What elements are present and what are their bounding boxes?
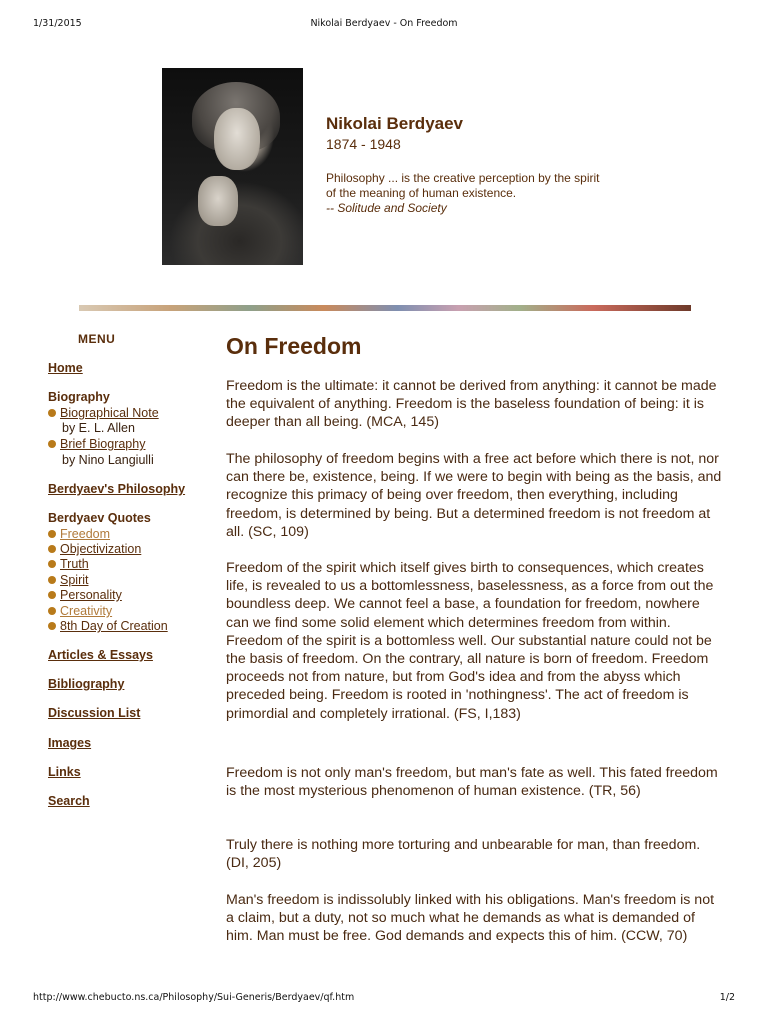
sidebar-link-images[interactable]: Images xyxy=(48,736,92,750)
berdyaev-portrait xyxy=(162,68,303,265)
quote-link-objectivization[interactable]: Objectivization xyxy=(60,542,142,556)
quote-source: -- Solitude and Society xyxy=(326,201,447,215)
sidebar-item-freedom xyxy=(48,527,110,541)
quote-paragraph: Truly there is nothing more torturing and unbearable for man, than freedom. (DI, 205) xyxy=(226,837,701,872)
quote-paragraph: Man's freedom is indissolubly linked with his obligations. Man's freedom is not a claim, but a duty, not so much what he demands as what is demanded of him. Man must be free. God demands and expects this of him. (CCW, 70) xyxy=(226,892,715,945)
quote-line: of the meaning of human existence. xyxy=(326,186,517,200)
bullet-icon xyxy=(48,530,56,538)
biographical-note-link[interactable]: Biographical Note xyxy=(60,406,159,420)
decorative-divider xyxy=(79,305,691,311)
bullet-icon xyxy=(48,560,56,568)
bullet-icon xyxy=(48,576,56,584)
quote-link-spirit[interactable]: Spirit xyxy=(60,573,89,587)
quote-line: Philosophy ... is the creative perception by the spirit xyxy=(326,171,600,185)
quote-link-truth[interactable]: Truth xyxy=(60,557,89,571)
quote-link-freedom[interactable]: Freedom xyxy=(60,527,111,541)
sidebar-item-biographical-note xyxy=(48,406,159,420)
sidebar-link-philosophy[interactable]: Berdyaev's Philosophy xyxy=(48,482,186,496)
author-name: Nikolai Berdyaev xyxy=(326,114,464,133)
biographical-note-author: by E. L. Allen xyxy=(62,421,135,435)
menu-title: MENU xyxy=(78,332,116,346)
sidebar-heading-quotes: Berdyaev Quotes xyxy=(48,511,151,525)
sidebar-item-personality xyxy=(48,588,122,602)
quote-link-8th-day[interactable]: 8th Day of Creation xyxy=(60,619,168,633)
sidebar-item-truth xyxy=(48,557,89,571)
page-title: On Freedom xyxy=(226,333,362,359)
author-dates: 1874 - 1948 xyxy=(326,136,401,152)
sidebar-link-search[interactable]: Search xyxy=(48,794,90,808)
brief-biography-author: by Nino Langiulli xyxy=(62,453,154,467)
print-page-number: 1/2 xyxy=(719,992,735,1003)
quote-paragraph: Freedom is not only man's freedom, but man's fate as well. This fated freedom is the most mysterious phenomenon of human existence. (TR, 56) xyxy=(226,765,718,800)
sidebar-item-8th-day xyxy=(48,619,168,633)
print-date: 1/31/2015 xyxy=(33,18,82,29)
quote-paragraph: The philosophy of freedom begins with a free act before which there is not, nor can there be, existence, being. If we were to begin with being as the basis, and recognize this primacy of being over freedom, then everything, including freedom, is determined by being. But a determined freedom is not freedom at all. (SC, 109) xyxy=(226,451,722,540)
sidebar-item-objectivization xyxy=(48,542,141,556)
bullet-icon xyxy=(48,591,56,599)
bullet-icon xyxy=(48,622,56,630)
bullet-icon xyxy=(48,409,56,417)
sidebar-link-home[interactable]: Home xyxy=(48,361,83,375)
sidebar-link-discussion[interactable]: Discussion List xyxy=(48,706,141,720)
quote-link-creativity[interactable]: Creativity xyxy=(60,604,113,618)
quote-paragraph: Freedom is the ultimate: it cannot be derived from anything: it cannot be made the equivalent of anything. Freedom is the baseless foundation of being: it is deeper than all being. (MCA, 145) xyxy=(226,378,717,431)
sidebar-heading-biography: Biography xyxy=(48,390,110,404)
sidebar-item-spirit xyxy=(48,573,88,587)
bullet-icon xyxy=(48,440,56,448)
bullet-icon xyxy=(48,545,56,553)
quote-link-personality[interactable]: Personality xyxy=(60,588,122,602)
sidebar-link-articles[interactable]: Articles & Essays xyxy=(48,648,153,662)
bullet-icon xyxy=(48,607,56,615)
print-url: http://www.chebucto.ns.ca/Philosophy/Sui-Generis/Berdyaev/qf.htm xyxy=(33,992,355,1003)
quote-paragraph: Freedom of the spirit which itself gives birth to consequences, which creates life, is revealed to us a bottomlessness, baselessness, as a force from out the boundless deep. We cannot feel a base, a foundation for freedom, nowhere can we find some solid element which determines freedom from within. Freedom of the spirit is a bottomless well. Our substantial nature could not be the basis of freedom. On the contrary, all nature is born of freedom. Freedom proceeds not from nature, but from God's idea and from the abyss which preceded being. Freedom is rooted in 'nothingness'. The act of freedom is primordial and completely irrational. (FS, I,183) xyxy=(226,560,714,722)
sidebar-link-bibliography[interactable]: Bibliography xyxy=(48,677,125,691)
brief-biography-link[interactable]: Brief Biography xyxy=(60,437,146,451)
print-title: Nikolai Berdyaev - On Freedom xyxy=(310,18,458,29)
header-quote xyxy=(326,171,646,216)
sidebar-item-brief-biography xyxy=(48,437,145,451)
sidebar-link-links[interactable]: Links xyxy=(48,765,81,779)
sidebar-item-creativity xyxy=(48,604,112,618)
